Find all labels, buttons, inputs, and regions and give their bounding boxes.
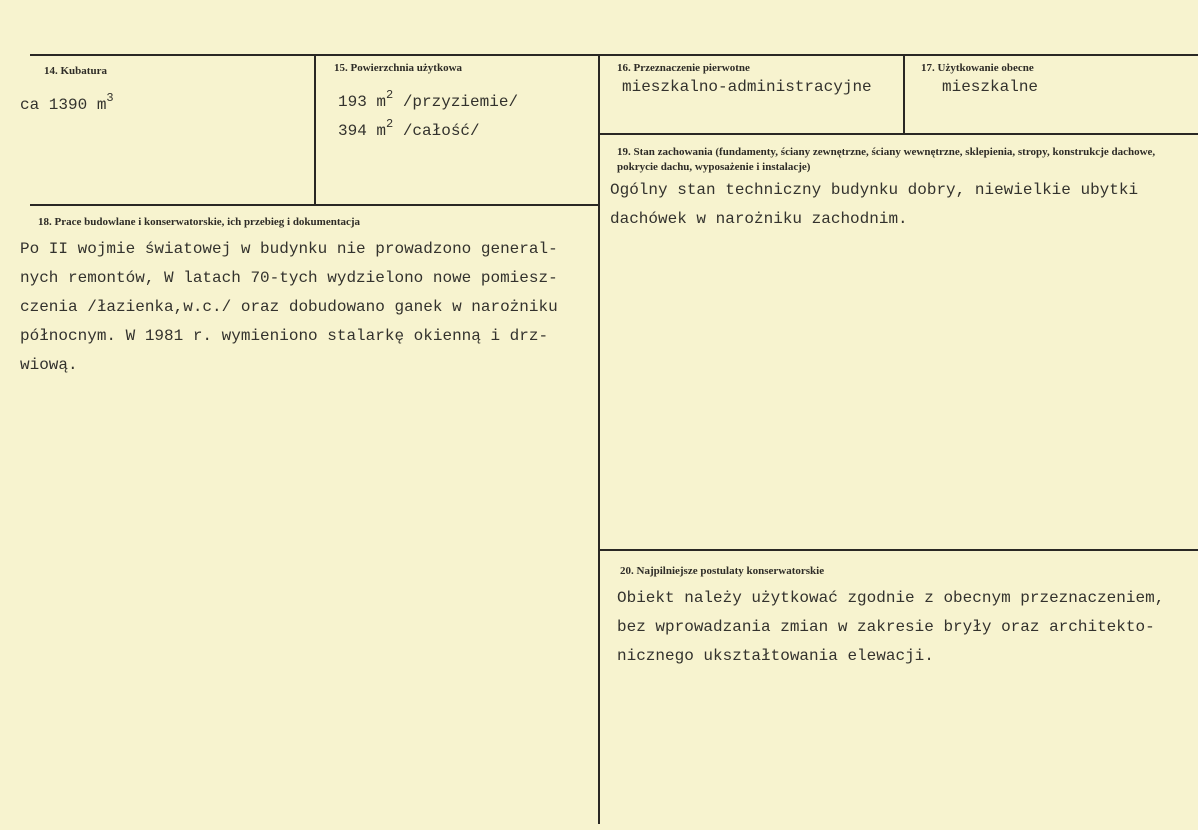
bottom-line-14-15 [30,204,600,206]
area-line-ground: 193 $m^2$ /przyziemie/ [338,88,519,111]
kubatura-value: ca 1390 m [20,96,107,114]
divider-16-17 [903,54,905,134]
field-15-label: 15. Powierzchnia użytkowa [334,62,463,74]
field-16-label: 16. Przeznaczenie pierwotne [617,62,750,74]
text-line: północnym. W 1981 r. wymieniono stalarkę okienną i drz- [20,327,549,345]
area-line-total: 394 $m^2$ /całość/ [338,117,480,140]
text-line: wiową. [20,356,78,374]
divider-14-15 [314,54,316,205]
top-border-line [30,54,1198,56]
field-16-value: mieszkalno-administracyjne [622,78,872,96]
field-19-value [610,176,1138,234]
bottom-line-16-17 [600,133,1198,135]
text-line: czenia /łazienka,w.c./ oraz dobudowano ganek w narożniku [20,298,558,316]
field-18-label: 18. Prace budowlane i konserwatorskie, ich przebieg i dokumentacja [38,216,361,228]
text-line: Ogólny stan techniczny budynku dobry, niewielkie ubytki [610,181,1139,199]
field-15-value [338,88,518,146]
text-line: Po II wojmie światowej w budynku nie prowadzono general- [20,240,558,258]
field-20-value [617,584,1164,671]
field-19-label: 19. Stan zachowania (fundamenty, ściany zewnętrzne, ściany wewnętrzne, sklepienia, stropy, konstrukcje dachowe, pokrycie dachu, wyposażenie i instalacje) [617,146,1156,173]
field-14-value [20,91,114,114]
text-line: bez wprowadzania zmian w zakresie bryły oraz architekto- [617,618,1155,636]
field-17-label: 17. Użytkowanie obecne [921,62,1034,74]
text-line: nych remontów, W latach 70-tych wydzielono nowe pomiesz- [20,269,558,287]
field-14-label: 14. Kubatura [44,65,107,77]
bottom-line-19 [600,549,1198,551]
field-17-value: mieszkalne [942,78,1039,96]
text-line: nicznego ukształtowania elewacji. [617,647,934,665]
text-line: dachówek w narożniku zachodnim. [610,210,908,228]
kubatura-unit-exponent: 3 [106,91,114,105]
main-vertical-divider [598,54,600,824]
field-20-label: 20. Najpilniejsze postulaty konserwatorskie [620,565,825,577]
field-18-value [20,235,558,380]
text-line: Obiekt należy użytkować zgodnie z obecnym przeznaczeniem, [617,589,1165,607]
